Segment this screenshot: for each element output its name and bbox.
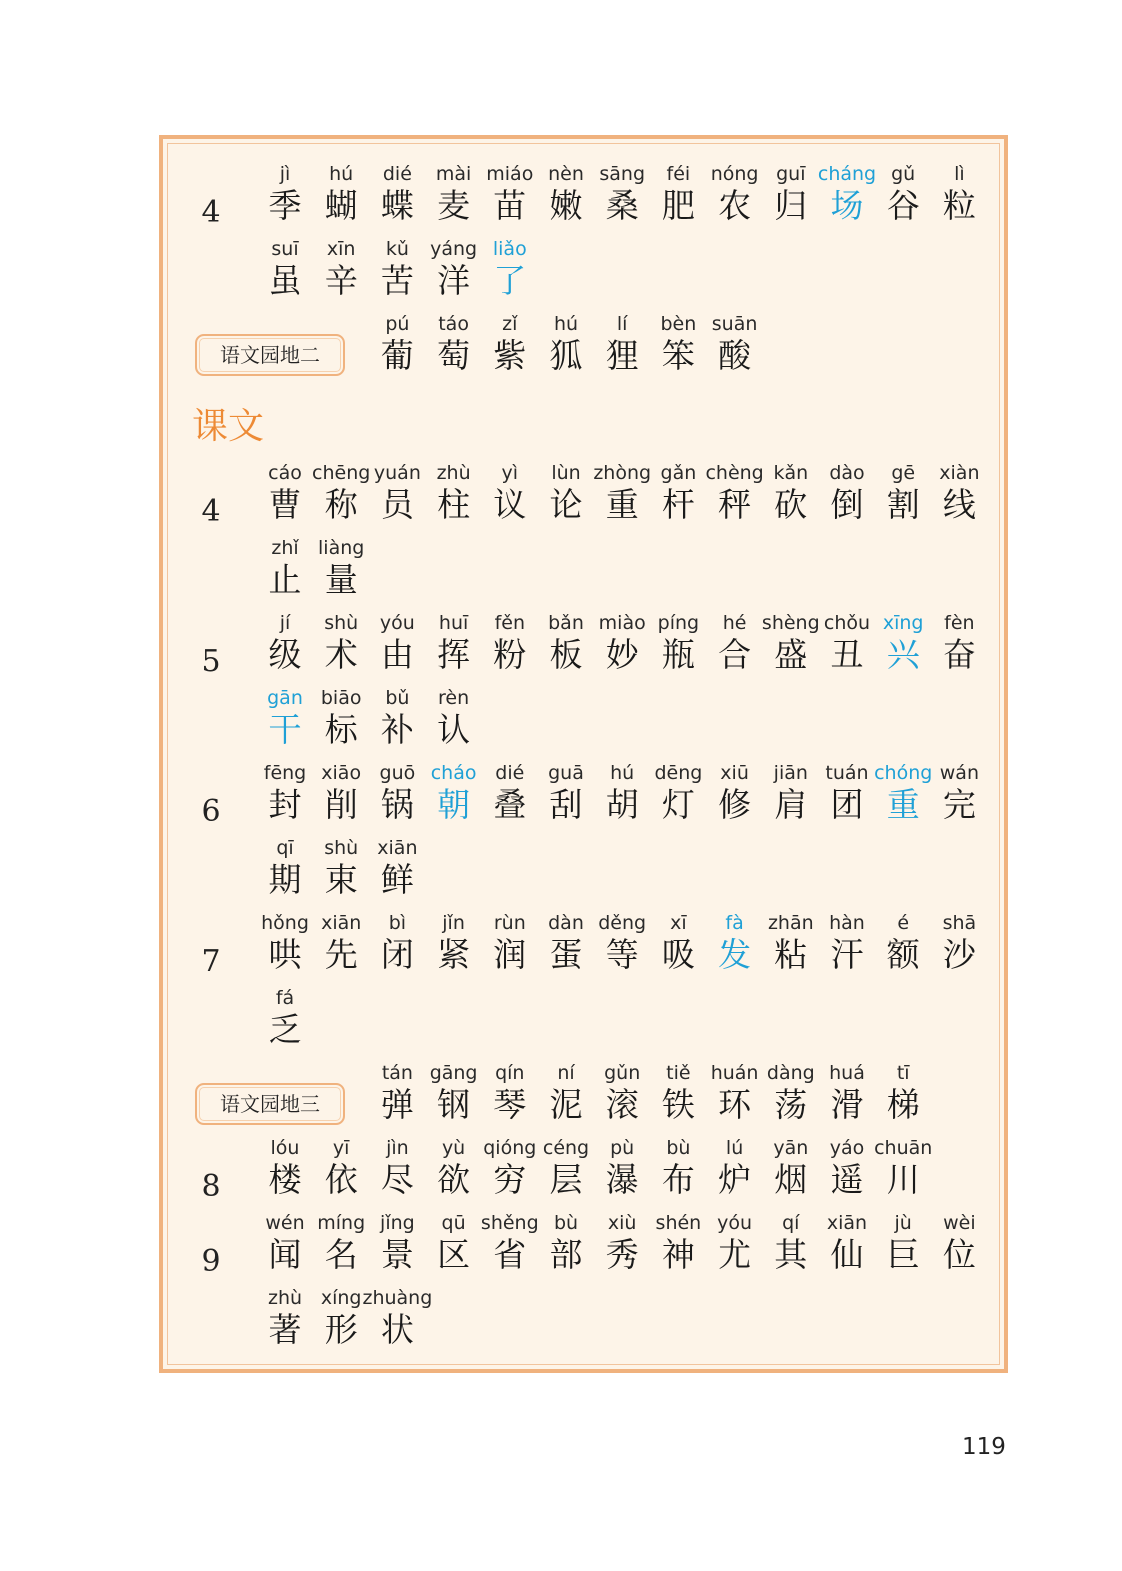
character-row — [163, 1136, 1004, 1211]
hanzi: 炉 — [718, 1160, 752, 1199]
hanzi: 鲜 — [380, 860, 414, 899]
pinyin: jì — [279, 163, 291, 185]
pinyin: zǐ — [502, 313, 518, 335]
pinyin: huī — [438, 612, 469, 634]
pinyin: miáo — [486, 163, 534, 185]
character-row — [163, 686, 1004, 761]
hanzi: 重 — [886, 785, 920, 824]
hanzi: 修 — [718, 785, 752, 824]
hanzi: 遥 — [830, 1160, 864, 1199]
hanzi: 干 — [268, 710, 302, 749]
hanzi: 布 — [661, 1160, 695, 1199]
pinyin: xíng — [320, 1287, 362, 1309]
hanzi: 汗 — [830, 935, 864, 974]
pinyin: xiān — [377, 837, 418, 859]
page-number: 119 — [962, 1434, 1006, 1460]
hanzi: 楼 — [268, 1160, 302, 1199]
pinyin: wán — [939, 762, 979, 784]
hanzi: 量 — [324, 560, 358, 599]
character-cell — [367, 836, 427, 911]
hanzi: 辛 — [324, 261, 358, 300]
pinyin: zhòng — [593, 462, 652, 484]
hanzi: 曹 — [268, 485, 302, 524]
hanzi: 季 — [268, 186, 302, 225]
lesson-number: 7 — [201, 944, 221, 979]
hanzi: 巨 — [886, 1235, 920, 1274]
hanzi: 合 — [718, 635, 752, 674]
hanzi: 秀 — [605, 1235, 639, 1274]
pinyin: bǎn — [548, 612, 584, 634]
hanzi: 束 — [324, 860, 358, 899]
pinyin: jǐn — [442, 912, 465, 934]
hanzi: 额 — [886, 935, 920, 974]
pinyin: fèn — [944, 612, 975, 634]
hanzi: 兴 — [886, 635, 920, 674]
hanzi: 封 — [268, 785, 302, 824]
pinyin: yóu — [379, 612, 415, 634]
character-cell — [929, 1211, 989, 1286]
pinyin: táo — [438, 313, 469, 335]
hanzi: 等 — [605, 935, 639, 974]
hanzi: 状 — [380, 1310, 414, 1349]
pinyin: sāng — [599, 163, 646, 185]
lesson-number: 8 — [201, 1169, 221, 1204]
pinyin: hǒng — [261, 912, 309, 934]
hanzi: 紫 — [493, 336, 527, 375]
pinyin: xīng — [882, 612, 924, 634]
hanzi: 紧 — [437, 935, 471, 974]
pinyin: jù — [894, 1212, 912, 1234]
pinyin: hàn — [829, 912, 865, 934]
pinyin: guō — [379, 762, 416, 784]
pinyin: cáo — [268, 462, 302, 484]
pinyin: wén — [265, 1212, 305, 1234]
pinyin: dié — [382, 163, 412, 185]
pinyin: kǎn — [773, 462, 809, 484]
hanzi: 妙 — [605, 635, 639, 674]
hanzi: 闻 — [268, 1235, 302, 1274]
character-row — [163, 461, 1004, 536]
pinyin: gǔn — [604, 1062, 641, 1084]
hanzi: 杆 — [661, 485, 695, 524]
pinyin: suī — [271, 238, 299, 260]
character-cell — [929, 761, 989, 836]
hanzi: 粘 — [774, 935, 808, 974]
hanzi: 仙 — [830, 1235, 864, 1274]
pinyin: dēng — [654, 762, 703, 784]
pinyin: zhǐ — [271, 537, 299, 559]
hanzi: 弹 — [380, 1085, 414, 1124]
pinyin: lí — [616, 313, 628, 335]
pinyin: gǔ — [891, 163, 916, 185]
pinyin: yì — [501, 462, 519, 484]
pinyin: tī — [896, 1062, 910, 1084]
hanzi: 奋 — [942, 635, 976, 674]
character-cell — [929, 162, 989, 237]
hanzi: 哄 — [268, 935, 302, 974]
hanzi: 丑 — [830, 635, 864, 674]
hanzi: 完 — [942, 785, 976, 824]
pinyin: gāng — [429, 1062, 478, 1084]
hanzi: 滚 — [605, 1085, 639, 1124]
pinyin: jǐng — [380, 1212, 415, 1234]
hanzi: 农 — [718, 186, 752, 225]
character-cell — [424, 686, 484, 761]
pinyin: lì — [954, 163, 965, 185]
pinyin: gān — [267, 687, 303, 709]
pinyin: qū — [441, 1212, 466, 1234]
pinyin: xiū — [720, 762, 749, 784]
character-row — [163, 162, 1004, 237]
hanzi: 重 — [605, 485, 639, 524]
hanzi: 倒 — [830, 485, 864, 524]
pinyin: jí — [279, 612, 291, 634]
pinyin: jiān — [773, 762, 808, 784]
lesson-number: 5 — [201, 644, 221, 679]
hanzi: 形 — [324, 1310, 358, 1349]
hanzi: 盛 — [774, 635, 808, 674]
hanzi: 板 — [549, 635, 583, 674]
pinyin: cháo — [430, 762, 477, 784]
hanzi: 荡 — [774, 1085, 808, 1124]
hanzi: 肩 — [774, 785, 808, 824]
pinyin: yáo — [829, 1137, 865, 1159]
pinyin: zhù — [267, 1287, 303, 1309]
hanzi: 欲 — [437, 1160, 471, 1199]
hanzi: 苗 — [493, 186, 527, 225]
hanzi: 砍 — [774, 485, 808, 524]
hanzi: 锅 — [380, 785, 414, 824]
pinyin: qí — [782, 1212, 800, 1234]
pinyin: hú — [610, 762, 635, 784]
pinyin: xīn — [326, 238, 356, 260]
pinyin: míng — [317, 1212, 366, 1234]
hanzi: 层 — [549, 1160, 583, 1199]
hanzi: 止 — [268, 560, 302, 599]
pinyin: rèn — [438, 687, 470, 709]
hanzi: 沙 — [942, 935, 976, 974]
character-row — [163, 237, 1004, 312]
character-cell — [311, 536, 371, 611]
pinyin: dàn — [548, 912, 584, 934]
pinyin: ní — [557, 1062, 575, 1084]
hanzi: 术 — [324, 635, 358, 674]
pinyin: xiān — [826, 1212, 868, 1234]
pinyin: nóng — [710, 163, 759, 185]
character-cell — [929, 461, 989, 536]
pinyin: biāo — [320, 687, 362, 709]
pinyin: bù — [666, 1137, 691, 1159]
pinyin: tuán — [825, 762, 869, 784]
character-row — [163, 986, 1004, 1061]
pinyin: mài — [435, 163, 472, 185]
pinyin: zhù — [436, 462, 471, 484]
hanzi: 钢 — [437, 1085, 471, 1124]
pinyin: zhuàng — [362, 1287, 433, 1309]
hanzi: 灯 — [661, 785, 695, 824]
hanzi: 苦 — [380, 261, 414, 300]
hanzi: 蝶 — [380, 186, 414, 225]
hanzi: 柱 — [437, 485, 471, 524]
pinyin: fēng — [263, 762, 307, 784]
pinyin: céng — [542, 1137, 590, 1159]
pinyin: zhān — [767, 912, 814, 934]
hanzi: 谷 — [886, 186, 920, 225]
pinyin: xiān — [321, 912, 362, 934]
hanzi: 削 — [324, 785, 358, 824]
pinyin: guā — [548, 762, 584, 784]
pinyin: fá — [275, 987, 295, 1009]
hanzi: 员 — [380, 485, 414, 524]
hanzi: 酸 — [718, 336, 752, 375]
pinyin: wèi — [943, 1212, 976, 1234]
hanzi: 闭 — [380, 935, 414, 974]
hanzi: 川 — [886, 1160, 920, 1199]
polyphonic-character-cell — [480, 237, 540, 312]
pinyin: rùn — [493, 912, 526, 934]
hanzi: 瓶 — [661, 635, 695, 674]
pinyin: hú — [553, 313, 579, 335]
character-cell — [929, 911, 989, 986]
character-row — [163, 611, 1004, 686]
pinyin: yù — [441, 1137, 466, 1159]
hanzi: 归 — [774, 186, 808, 225]
pinyin: qī — [276, 837, 294, 859]
character-row — [163, 836, 1004, 911]
pinyin: bèn — [660, 313, 697, 335]
pinyin: lóu — [270, 1137, 300, 1159]
pinyin: xiàn — [939, 462, 980, 484]
pinyin: cháng — [817, 163, 877, 185]
hanzi: 嫩 — [549, 186, 583, 225]
pinyin: qióng — [483, 1137, 537, 1159]
hanzi: 梯 — [886, 1085, 920, 1124]
pinyin: chuān — [874, 1137, 933, 1159]
pinyin: miào — [598, 612, 646, 634]
character-cell — [255, 986, 315, 1061]
hanzi: 尽 — [380, 1160, 414, 1199]
hanzi: 滑 — [830, 1085, 864, 1124]
unit-garden-label: 语文园地二 — [195, 334, 345, 376]
hanzi: 叠 — [493, 785, 527, 824]
character-row — [163, 1211, 1004, 1286]
pinyin: huán — [710, 1062, 759, 1084]
hanzi: 依 — [324, 1160, 358, 1199]
hanzi: 尤 — [718, 1235, 752, 1274]
pinyin: tiě — [666, 1062, 691, 1084]
pinyin: é — [897, 912, 910, 934]
hanzi: 秤 — [718, 485, 752, 524]
hanzi: 吸 — [661, 935, 695, 974]
pinyin: dào — [829, 462, 865, 484]
pinyin: guī — [776, 163, 806, 185]
hanzi: 景 — [380, 1235, 414, 1274]
pinyin: yān — [773, 1137, 809, 1159]
pinyin: gǎn — [660, 462, 697, 484]
hanzi: 笨 — [661, 336, 695, 375]
pinyin: liàng — [318, 537, 365, 559]
hanzi: 期 — [268, 860, 302, 899]
pinyin: shù — [324, 837, 359, 859]
hanzi: 论 — [549, 485, 583, 524]
pinyin: lùn — [551, 462, 581, 484]
character-row — [163, 761, 1004, 836]
hanzi: 位 — [942, 1235, 976, 1274]
character-row — [163, 1061, 1004, 1136]
hanzi: 线 — [942, 485, 976, 524]
pinyin: pù — [610, 1137, 635, 1159]
pinyin: suān — [711, 313, 758, 335]
pinyin: chǒu — [823, 612, 871, 634]
hanzi: 割 — [886, 485, 920, 524]
hanzi: 粒 — [942, 186, 976, 225]
pinyin: chèng — [705, 462, 764, 484]
pinyin: huá — [829, 1062, 865, 1084]
hanzi: 发 — [718, 935, 752, 974]
pinyin: chóng — [874, 762, 933, 784]
hanzi: 瀑 — [605, 1160, 639, 1199]
character-cell — [929, 611, 989, 686]
pinyin: bù — [553, 1212, 579, 1234]
pinyin: shěng — [480, 1212, 539, 1234]
hanzi: 狸 — [605, 336, 639, 375]
pinyin: yuán — [373, 462, 421, 484]
hanzi: 狐 — [549, 336, 583, 375]
hanzi: 泥 — [549, 1085, 583, 1124]
section-heading: 课文 — [192, 406, 265, 447]
hanzi: 认 — [437, 710, 471, 749]
pinyin: gē — [891, 462, 916, 484]
hanzi: 议 — [493, 485, 527, 524]
character-cell — [362, 1286, 433, 1361]
lesson-number: 9 — [201, 1244, 221, 1279]
unit-garden-label: 语文园地三 — [195, 1083, 345, 1125]
hanzi: 润 — [493, 935, 527, 974]
pinyin: xiāo — [321, 762, 362, 784]
hanzi: 称 — [324, 485, 358, 524]
pinyin: yóu — [717, 1212, 753, 1234]
hanzi: 省 — [493, 1235, 527, 1274]
pinyin: lú — [725, 1137, 744, 1159]
pinyin: bì — [388, 912, 407, 934]
character-cell — [705, 312, 765, 387]
pinyin: hé — [722, 612, 747, 634]
hanzi: 乏 — [268, 1010, 302, 1049]
hanzi: 名 — [324, 1235, 358, 1274]
lesson-number: 6 — [201, 794, 221, 829]
pinyin: píng — [657, 612, 700, 634]
pinyin: shén — [655, 1212, 702, 1234]
hanzi: 穷 — [493, 1160, 527, 1199]
hanzi: 胡 — [605, 785, 639, 824]
hanzi: 补 — [380, 710, 414, 749]
hanzi: 部 — [549, 1235, 583, 1274]
hanzi: 团 — [830, 785, 864, 824]
pinyin: hú — [329, 163, 354, 185]
pinyin: nèn — [548, 163, 584, 185]
hanzi: 场 — [830, 186, 864, 225]
hanzi: 朝 — [437, 785, 471, 824]
pinyin: jìn — [386, 1137, 409, 1159]
hanzi: 麦 — [437, 186, 471, 225]
pinyin: xī — [670, 912, 687, 934]
hanzi: 区 — [437, 1235, 471, 1274]
hanzi: 著 — [268, 1310, 302, 1349]
hanzi: 萄 — [437, 336, 471, 375]
pinyin: dié — [495, 762, 525, 784]
hanzi: 琴 — [493, 1085, 527, 1124]
character-row — [163, 536, 1004, 611]
pinyin: féi — [666, 163, 691, 185]
pinyin: chēng — [312, 462, 371, 484]
lesson-number: 4 — [201, 494, 221, 529]
pinyin: bǔ — [385, 687, 410, 709]
character-row — [163, 911, 1004, 986]
hanzi: 葡 — [380, 336, 414, 375]
hanzi: 由 — [380, 635, 414, 674]
hanzi: 级 — [268, 635, 302, 674]
pinyin: děng — [598, 912, 647, 934]
hanzi: 刮 — [549, 785, 583, 824]
character-row — [163, 312, 1004, 387]
hanzi: 虽 — [268, 261, 302, 300]
hanzi: 洋 — [437, 261, 471, 300]
pinyin: xiù — [607, 1212, 637, 1234]
hanzi: 神 — [661, 1235, 695, 1274]
lesson-number: 4 — [201, 195, 221, 230]
pinyin: pú — [385, 313, 410, 335]
hanzi: 环 — [718, 1085, 752, 1124]
hanzi: 桑 — [605, 186, 639, 225]
pinyin: tán — [381, 1062, 413, 1084]
pinyin: shā — [942, 912, 977, 934]
pinyin: shù — [324, 612, 359, 634]
pinyin: shèng — [761, 612, 820, 634]
pinyin: kǔ — [385, 238, 409, 260]
hanzi: 挥 — [437, 635, 471, 674]
pinyin: qín — [495, 1062, 525, 1084]
character-cell — [873, 1136, 933, 1211]
character-table-panel — [159, 135, 1008, 1373]
pinyin: yī — [332, 1137, 350, 1159]
pinyin: fà — [725, 912, 744, 934]
character-row — [163, 1286, 1004, 1361]
character-cell — [873, 1061, 933, 1136]
hanzi: 蝴 — [324, 186, 358, 225]
pinyin: dàng — [766, 1062, 815, 1084]
hanzi: 蛋 — [549, 935, 583, 974]
hanzi: 肥 — [661, 186, 695, 225]
pinyin: liǎo — [492, 238, 527, 260]
hanzi: 先 — [324, 935, 358, 974]
hanzi: 烟 — [774, 1160, 808, 1199]
hanzi: 其 — [774, 1235, 808, 1274]
hanzi: 粉 — [493, 635, 527, 674]
hanzi: 标 — [324, 710, 358, 749]
pinyin: yáng — [430, 238, 478, 260]
pinyin: fěn — [494, 612, 525, 634]
hanzi: 了 — [493, 261, 527, 300]
hanzi: 铁 — [661, 1085, 695, 1124]
